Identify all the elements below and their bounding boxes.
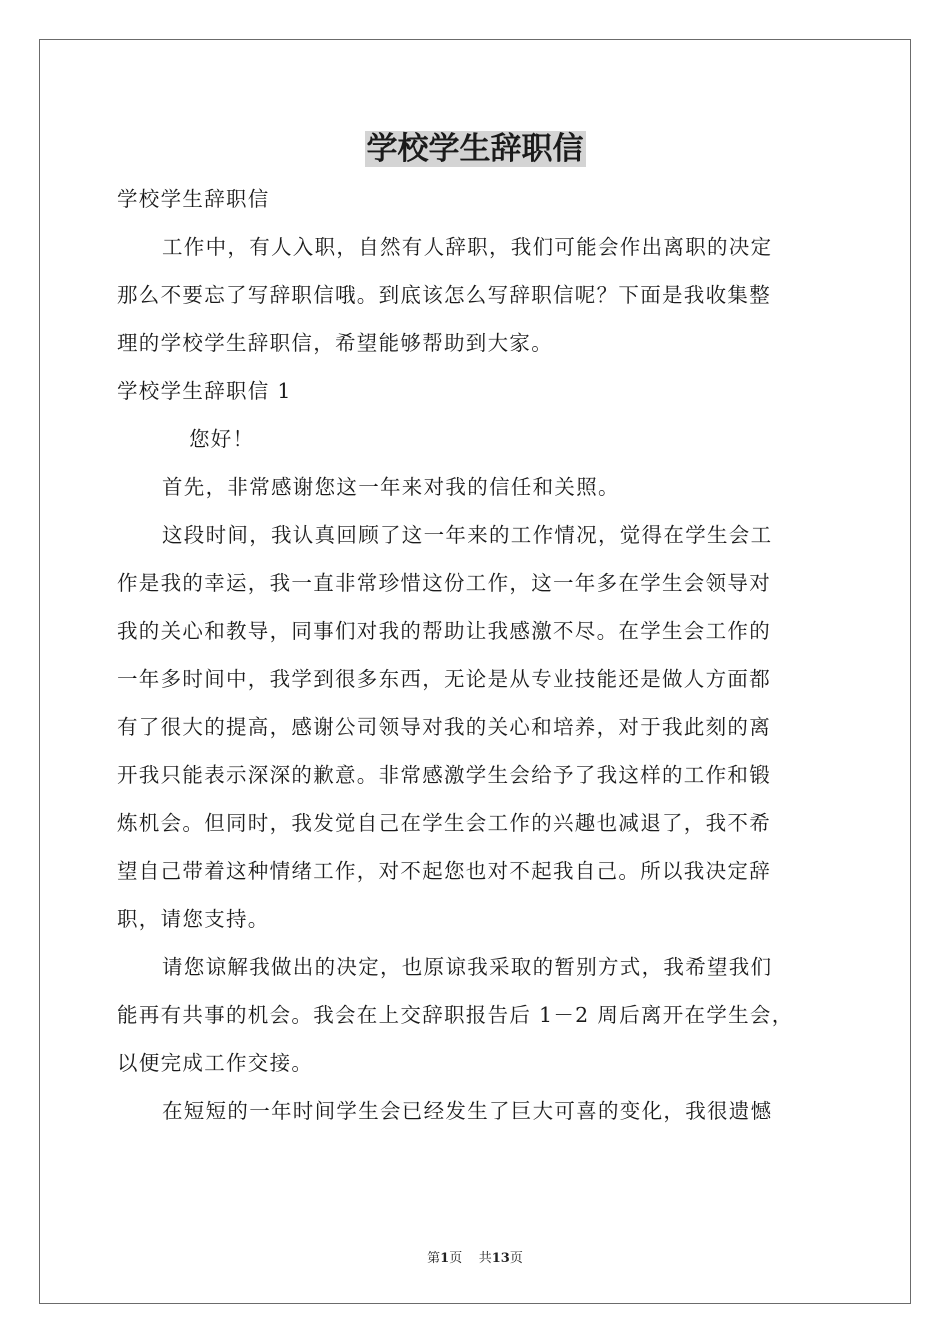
section-heading: 学校学生辞职信 1 [117,379,292,403]
page-suffix: 页 [449,1251,463,1266]
total-prefix: 共 [478,1251,492,1266]
paragraph-line: 理的学校学生辞职信，希望能够帮助到大家。 [117,331,553,355]
paragraph-line: 这段时间，我认真回顾了这一年来的工作情况，觉得在学生会工 [162,523,773,547]
paragraph-line: 望自己带着这种情绪工作，对不起您也对不起我自己。所以我决定辞 [117,859,771,883]
document-body [117,175,837,1135]
paragraph-line: 那么不要忘了写辞职信哦。到底该怎么写辞职信呢？下面是我收集整 [117,283,771,307]
paragraph-line: 能再有共事的机会。我会在上交辞职报告后 1－2 周后离开在学生会， [117,1003,794,1027]
paragraph-line: 开我只能表示深深的歉意。非常感激学生会给予了我这样的工作和锻 [117,763,771,787]
paragraph-line: 我的关心和教导，同事们对我的帮助让我感激不尽。在学生会工作的 [117,619,771,643]
page-prefix: 第 [427,1251,441,1266]
paragraph-line: 以便完成工作交接。 [117,1051,314,1075]
paragraph-line: 炼机会。但同时，我发觉自己在学生会工作的兴趣也减退了，我不希 [117,811,771,835]
total-pages: 13 [491,1251,510,1266]
paragraph-line: 首先，非常感谢您这一年来对我的信任和关照。 [162,475,620,499]
document-title: 学校学生辞职信 [366,131,584,167]
page-number: 1 [440,1251,450,1266]
document-subtitle: 学校学生辞职信 [117,187,270,211]
greeting: 您好！ [189,427,255,451]
paragraph-line: 工作中，有人入职，自然有人辞职，我们可能会作出离职的决定 [162,235,773,259]
paragraph-line: 在短短的一年时间学生会已经发生了巨大可喜的变化，我很遗憾 [162,1099,773,1123]
page-footer [0,1247,950,1266]
paragraph-line: 一年多时间中，我学到很多东西，无论是从专业技能还是做人方面都 [117,667,771,691]
total-suffix: 页 [509,1251,523,1266]
paragraph-line: 作是我的幸运，我一直非常珍惜这份工作，这一年多在学生会领导对 [117,571,771,595]
paragraph-line: 职，请您支持。 [117,907,270,931]
paragraph-line: 有了很大的提高，感谢公司领导对我的关心和培养，对于我此刻的离 [117,715,771,739]
paragraph-line: 请您谅解我做出的决定，也原谅我采取的暂别方式，我希望我们 [162,955,773,979]
